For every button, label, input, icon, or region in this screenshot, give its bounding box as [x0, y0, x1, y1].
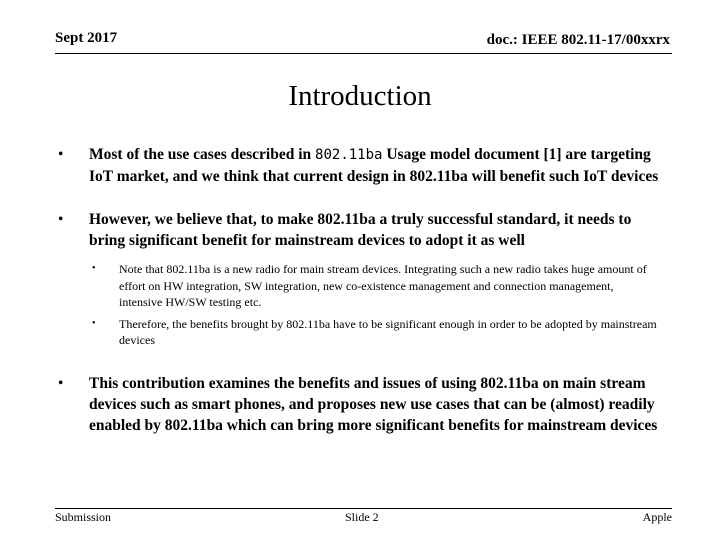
sub-bullet-item-1 — [92, 261, 659, 311]
bullet-icon: • — [58, 146, 64, 163]
bullet-1-text-mono: 802.11ba — [315, 147, 383, 163]
footer-submission: Submission — [55, 510, 112, 524]
bullet-item-3 — [55, 373, 670, 436]
bullet-2-text: However, we believe that, to make 802.11ba a truly successful standard, it needs to bring significant benefit for mainstream devices to adopt it as well — [89, 211, 632, 249]
bullet-icon: • — [58, 374, 64, 392]
sub-bullet-1-text: Note that 802.11ba is a new radio for main stream devices. Integrating such a new radio takes huge amount of effort on HW integration, SW integration, new co-existence management and connection management, intensive HW/SW testing etc. — [119, 262, 647, 309]
sub-bullet-item-2 — [92, 316, 659, 349]
bullet-list — [55, 144, 670, 436]
header-date: Sept 2017 — [55, 30, 118, 46]
footer-company: Apple — [642, 510, 672, 524]
sub-bullet-icon: • — [92, 317, 96, 329]
bullet-item-2 — [55, 209, 670, 251]
header-divider — [55, 53, 672, 54]
bullet-3-text: This contribution examines the benefits and issues of using 802.11ba on main stream devices such as smart phones, and proposes new use cases that can be (almost) readily enabled by 802.11ba which can bring more significant benefits for mainstream devices — [89, 374, 658, 434]
footer-divider — [55, 508, 672, 509]
header-doc-id: doc.: IEEE 802.11-17/00xxrx — [486, 32, 670, 48]
bullet-1-text-post: Usage model document [1] are targeting IoT market, and we think that current design in 802.11ba will benefit such IoT devices — [89, 146, 659, 185]
bullet-1-text-pre: Most of the use cases described in — [89, 146, 316, 163]
slide-title: Introduction — [288, 80, 432, 112]
sub-bullet-icon: • — [92, 263, 96, 274]
bullet-item-1 — [55, 144, 670, 187]
sub-bullet-2-text: Therefore, the benefits brought by 802.11ba have to be significant enough in order to be adopted by mainstream devices — [119, 316, 657, 347]
bullet-icon: • — [58, 211, 64, 228]
footer-slide-number: Slide 2 — [345, 510, 379, 524]
